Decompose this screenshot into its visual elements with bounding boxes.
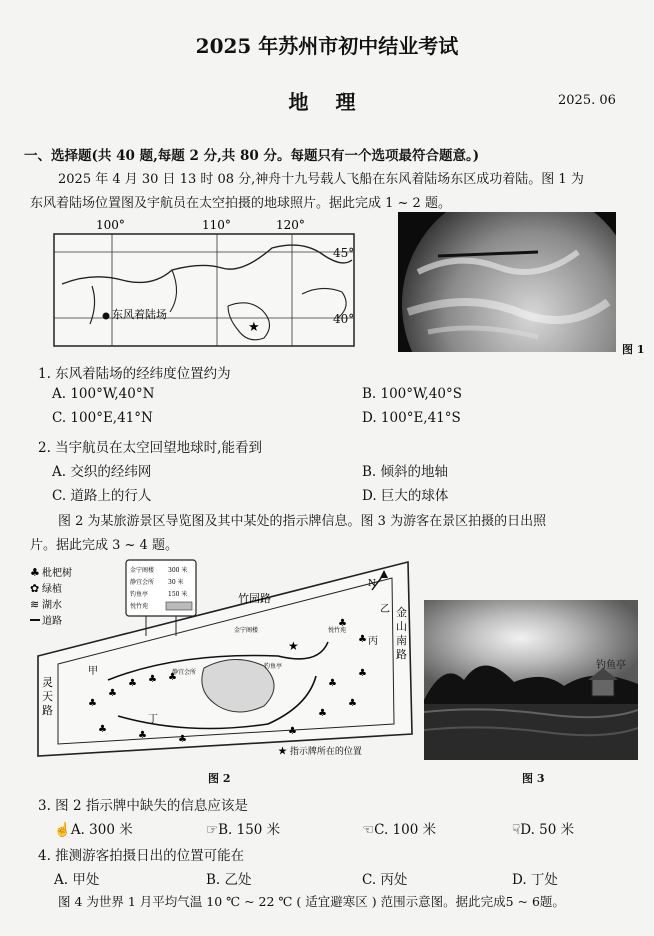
fig3-caption: 图 3 [522,772,545,785]
q1-option-b[interactable]: B. 100°W,40°S [362,386,463,402]
lon-label-100: 100° [96,218,125,232]
svg-text:♣: ♣ [348,698,357,709]
landing-site-label: 东风着陆场 [112,308,167,321]
road-top-label: 竹园路 [238,592,271,605]
svg-text:♣: ♣ [128,678,137,689]
lat-label-45: 45° [333,246,355,260]
sign-item-2: 静宜会所 [130,579,155,586]
q2-option-c[interactable]: C. 道路上的行人 [52,488,152,504]
sunrise-photo [424,600,638,760]
footer-line: 图 4 为世界 1 月平均气温 10 ℃ ~ 22 ℃ ( 适宜避寒区 ) 范围示意图。据此完成5 ~ 6题。 [58,894,565,909]
q1-option-c[interactable]: C. 100°E,41°N [52,410,153,426]
hand-icon: ☟ [512,822,521,838]
q1-option-a[interactable]: A. 100°W,40°N [52,386,155,402]
place-jingyi: 静宜会所 [172,669,197,676]
intro-line-2: 东风着陆场位置图及宇航员在太空拍摄的地球照片。据此完成 1 ~ 2 题。 [30,196,451,211]
exam-date: 2025. 06 [558,93,616,108]
svg-text:♣: ♣ [318,708,327,719]
lon-label-120: 120° [276,218,305,232]
place-jinning: 金宁阁楼 [234,627,259,634]
subject-title: 地 理 [288,90,366,114]
svg-text:♣: ♣ [108,688,117,699]
legend-tree: 枇杷树 [42,568,72,579]
legend [30,566,72,627]
hand-icon: ☜ [362,822,375,838]
q4-option-a[interactable]: A. 甲处 [54,872,100,888]
sign-location-star: ★ [288,639,299,653]
landing-site-dot [103,313,110,320]
lat-label-40: 40° [333,312,355,326]
earth-photo [398,212,616,352]
q2-option-a[interactable]: A. 交织的经纬网 [52,464,152,480]
place-bing: 丙 [368,636,378,647]
lon-label-110: 110° [202,218,231,232]
q4-option-c[interactable]: C. 丙处 [362,872,408,888]
q1-option-d[interactable]: D. 100°E,41°S [362,410,461,426]
sign-value-3: 150 米 [168,591,188,598]
place-diaoyu: 钓鱼亭 [264,663,283,670]
sign-value-1: 300 米 [168,567,188,574]
fig1-caption: 图 1 [622,343,645,356]
legend-icon-green: ✿ [30,582,40,595]
svg-text:♣: ♣ [98,724,107,735]
svg-text:♣: ♣ [138,730,147,741]
road-right-label: 金山南路 [396,606,407,661]
intro-line-1: 2025 年 4 月 30 日 13 时 08 分,神舟十九号载人飞船在东风着陆场东区成功着陆。图 1 为 [58,172,584,187]
q4-option-d[interactable]: D. 丁处 [512,872,558,888]
svg-text:♣: ♣ [358,634,367,645]
place-jia: 甲 [88,666,98,677]
place-yi: 乙 [380,604,390,615]
sign-missing-slot [166,602,192,610]
exam-title: 2025 年苏州市初中结业考试 [195,34,459,58]
svg-text:N: N [368,579,376,589]
q3-option-d[interactable]: ☟D. 50 米 [512,822,575,838]
svg-text:♣: ♣ [88,698,97,709]
intro2-line-1: 图 2 为某旅游景区导览图及其中某处的指示牌信息。图 3 为游客在景区拍摄的日出照 [58,514,547,529]
q2-option-b[interactable]: B. 倾斜的地轴 [362,464,449,480]
capital-star: ★ [248,320,260,335]
sign-item-3: 钓鱼亭 [130,591,149,598]
svg-text:♣: ♣ [358,668,367,679]
q3-option-c[interactable]: ☜C. 100 米 [362,822,437,838]
hand-icon: ☞ [206,822,219,838]
sign-item-4: 悦竹苑 [130,603,149,610]
q2-option-d[interactable]: D. 巨大的球体 [362,488,449,504]
q4-option-b[interactable]: B. 乙处 [206,872,252,888]
sign-value-2: 30 米 [168,579,184,586]
sign-item-1: 金宁阁楼 [130,567,155,574]
svg-text:♣: ♣ [328,678,337,689]
q3-option-b[interactable]: ☞B. 150 米 [206,822,281,838]
svg-text:♣: ♣ [178,734,187,745]
q4-stem: 4. 推测游客拍摄日出的位置可能在 [38,848,245,864]
svg-text:♣: ♣ [168,672,177,683]
q2-stem: 2. 当宇航员在太空回望地球时,能看到 [38,440,262,456]
q3-option-a[interactable]: ☝A. 300 米 [54,822,133,838]
svg-text:♣: ♣ [288,726,297,737]
fig2-caption: 图 2 [208,772,231,785]
star-note: ★ 指示牌所在的位置 [278,747,362,757]
fig1-map [52,214,357,354]
legend-road: 道路 [42,616,62,627]
legend-icon-water: ≋ [30,598,40,611]
hand-icon: ☝ [54,822,71,838]
fig2-scenic-map [28,556,416,766]
legend-icon-tree: ♣ [30,566,40,579]
place-ding: 丁 [148,714,158,725]
legend-green: 绿植 [42,584,62,595]
svg-text:♣: ♣ [148,674,157,685]
intro2-line-2: 片。据此完成 3 ~ 4 题。 [30,538,178,553]
legend-water: 湖水 [42,600,62,611]
svg-text:♣: ♣ [338,618,347,629]
road-left-label: 灵天路 [42,676,53,717]
section-heading: 一、选择题(共 40 题,每题 2 分,共 80 分。每题只有一个选项最符合题意。) [24,148,480,164]
fig3-label: 钓鱼亭 [596,660,626,671]
q1-stem: 1. 东风着陆场的经纬度位置约为 [38,366,231,382]
place-yuezhu: 悦竹苑 [328,627,347,634]
q3-stem: 3. 图 2 指示牌中缺失的信息应该是 [38,798,248,814]
